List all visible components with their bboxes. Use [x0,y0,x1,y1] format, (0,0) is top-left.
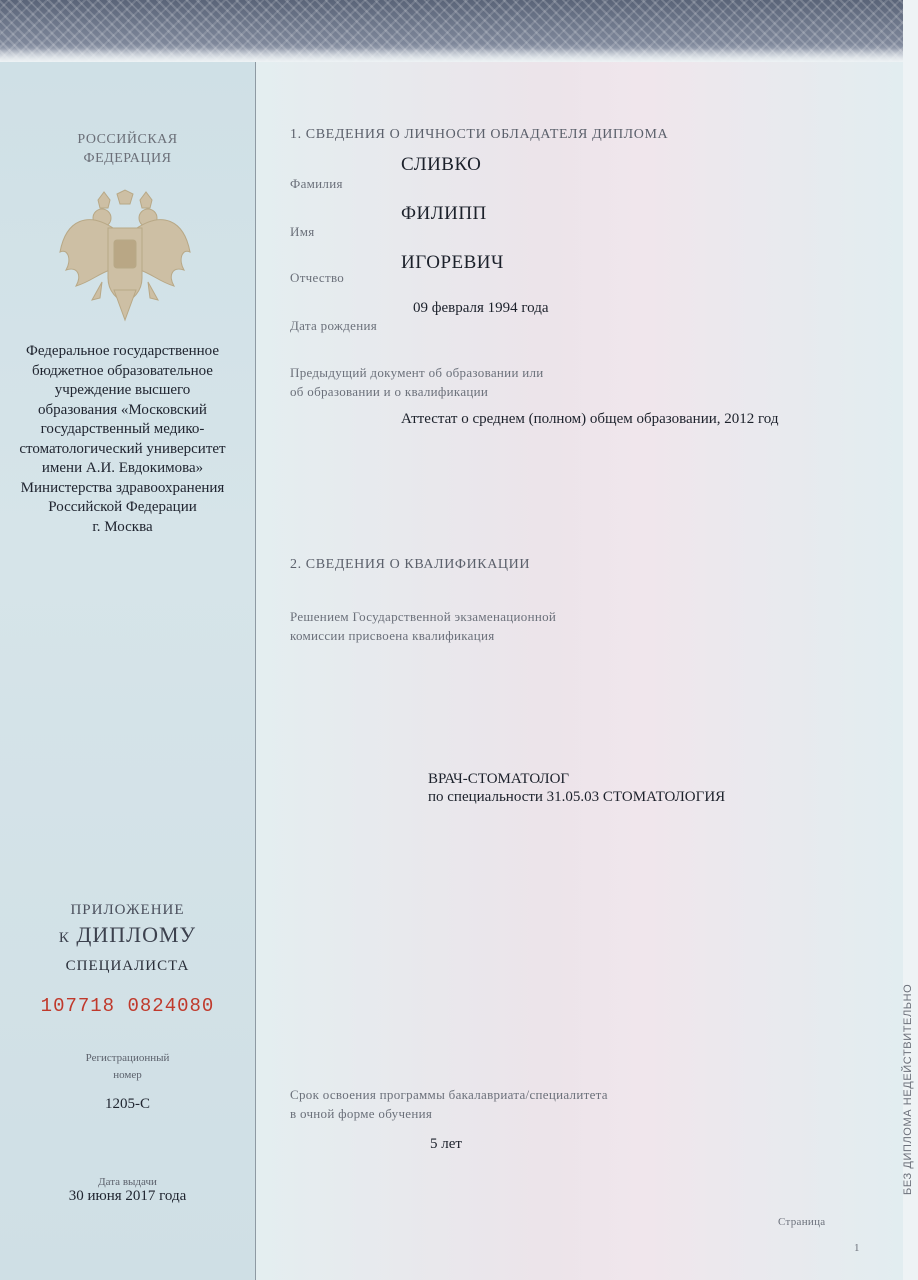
surname-label: Фамилия [290,176,343,191]
page-label: Страница [778,1216,826,1228]
registration-number: 1205-С [105,1096,150,1112]
page-number: 1 [854,1242,860,1254]
surname-value: СЛИВКО [401,154,482,175]
serial-number: 107718 0824080 [40,995,215,1017]
name-label: Имя [290,224,315,239]
birth-date-value: 09 февраля 1994 года [413,300,549,316]
validity-note: БЕЗ ДИПЛОМА НЕДЕЙСТВИТЕЛЬНО [902,983,914,1195]
registration-label [0,1050,255,1084]
country-line-1: РОССИЙСКАЯ [77,132,178,147]
country-name [0,130,255,168]
registration-label-line-2: номер [113,1069,142,1081]
institution-name [0,342,245,537]
duration-label-line-2: в очной форме обучения [290,1106,433,1121]
institution-line: г. Москва [92,518,153,535]
country-line-2: ФЕДЕРАЦИЯ [83,151,172,166]
registration-label-line-1: Регистрационный [85,1052,170,1064]
institution-line: бюджетное образовательное [32,362,213,379]
decision-label-line-1: Решением Государственной экзаменационной [290,609,557,624]
issue-date-label: Дата выдачи [98,1176,157,1188]
institution-line: учреждение высшего [54,382,191,398]
previous-document-label-line-2: об образовании и о квалификации [290,384,489,399]
qualification-value: ВРАЧ-СТОМАТОЛОГ [428,771,570,787]
appendix-prefix: К [58,930,70,946]
section-2-title: 2. СВЕДЕНИЯ О КВАЛИФИКАЦИИ [290,557,531,572]
institution-line: государственный медико- [40,421,205,437]
institution-line: Российской Федерации [48,499,197,515]
decision-label-line-2: комиссии присвоена квалификация [290,628,495,643]
institution-line: Федеральное государственное [25,343,220,359]
institution-line: Министерства здравоохранения [20,479,225,496]
section-1-title: 1. СВЕДЕНИЯ О ЛИЧНОСТИ ОБЛАДАТЕЛЯ ДИПЛОМА [290,127,669,142]
duration-label-line-1: Срок освоения программы бакалавриата/специалитета [290,1087,608,1102]
previous-document-label-line-1: Предыдущий документ об образовании или [290,365,544,380]
double-headed-eagle-emblem-icon [58,190,192,326]
patronymic-value: ИГОРЕВИЧ [401,252,504,273]
specialty-value: по специальности 31.05.03 СТОМАТОЛОГИЯ [428,789,726,805]
issue-date: 30 июня 2017 года [68,1188,187,1204]
birth-date-label: Дата рождения [290,318,377,333]
institution-line: образования «Московский [38,401,207,418]
patronymic-label: Отчество [290,270,345,285]
appendix-title-line-2 [0,922,255,948]
appendix-word: ДИПЛОМУ [76,922,197,947]
institution-line: имени А.И. Евдокимова» [41,460,204,476]
duration-value: 5 лет [430,1136,462,1152]
diploma-type: СПЕЦИАЛИСТА [65,958,190,974]
appendix-title-line-1: ПРИЛОЖЕНИЕ [70,902,185,918]
institution-line: стоматологический университет [19,440,226,457]
name-value: ФИЛИПП [401,203,487,224]
previous-document-value: Аттестат о среднем (полном) общем образовании, 2012 год [401,411,779,427]
security-pattern-band [0,0,903,62]
